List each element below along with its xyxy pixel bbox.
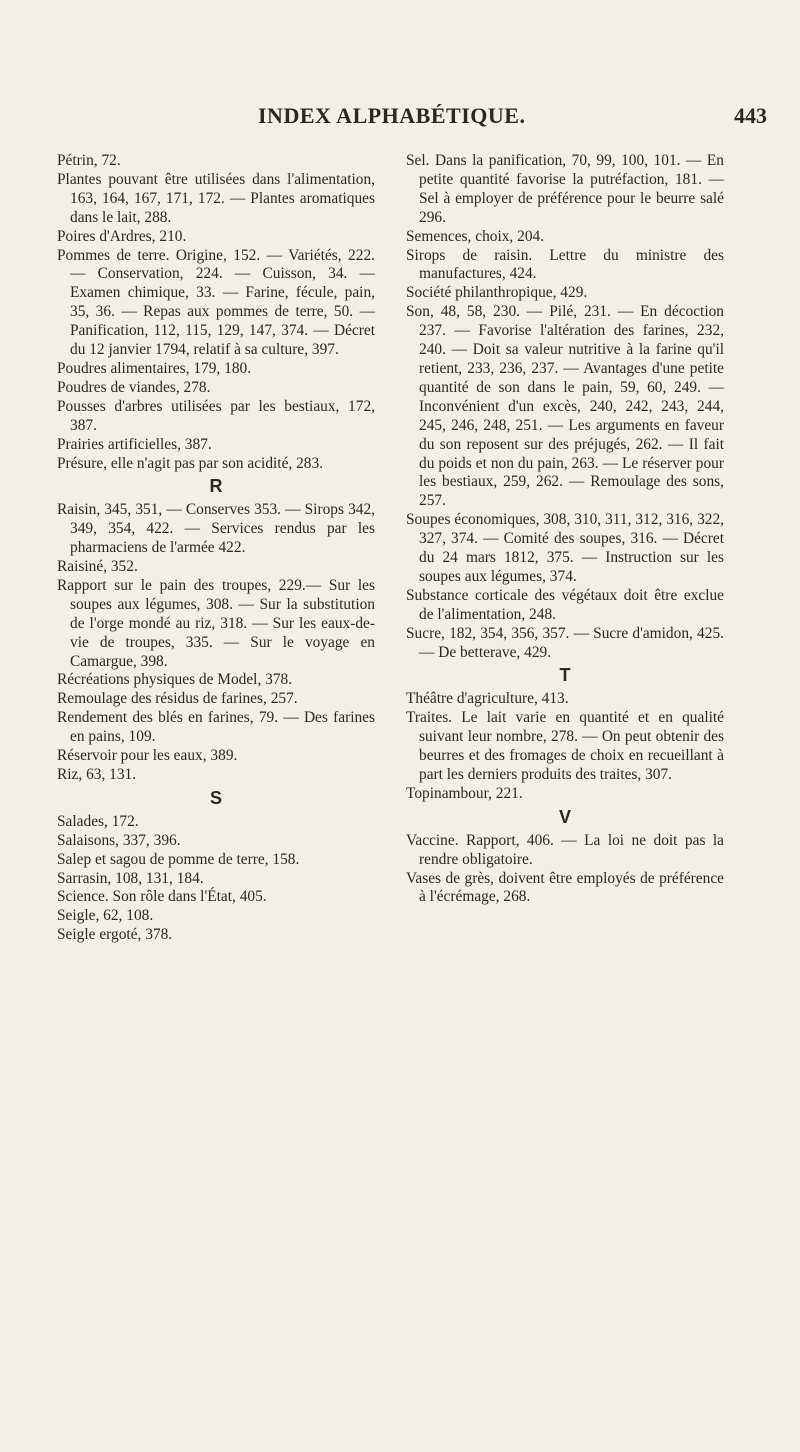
index-entry: Rendement des blés en farines, 79. — Des farines en pains, 109.	[57, 709, 375, 746]
index-column-left	[57, 152, 375, 945]
index-entry: Sarrasin, 108, 131, 184.	[57, 869, 204, 887]
index-entry: Soupes économiques, 308, 310, 311, 312, 316, 322, 327, 374. — Comité des soupes, 316. — Décret du 24 mars 1812, 375. — Instruction sur les soupes aux légumes, 374.	[406, 511, 724, 585]
index-entry: Présure, elle n'agit pas par son acidité, 283.	[57, 454, 324, 472]
index-entry: Salaisons, 337, 396.	[57, 831, 181, 849]
index-entry: Plantes pouvant être utilisées dans l'alimentation, 163, 164, 167, 171, 172. — Plantes aromatiques dans le lait, 288.	[57, 170, 375, 226]
index-entry: Rapport sur le pain des troupes, 229.— Sur les soupes aux légumes, 308. — Sur la substitution de l'orge mondé au riz, 318. — Sur les eaux-de-vie de troupes, 335. — Sur le voyage en Camargue, 398.	[57, 576, 375, 670]
index-entry: Récréations physiques de Model, 378.	[57, 671, 293, 689]
index-entry: Son, 48, 58, 230. — Pilé, 231. — En décoction 237. — Favorise l'altération des farines, 232, 240. — Doit sa valeur nutritive à la farine qu'il retient, 233, 236, 237. — Avantages d'une petite quantité de son dans le pain, 59, 60, 249. — Inconvénient d'un excès, 240, 242, 243, 244, 245, 246, 248, 251. — Les arguments en faveur du son reposent sur des préjugés, 262. — Il fait du poids et non du pain, 263. — Le réserver pour les bestiaux, 259, 262. — Remoulage des sons, 257.	[406, 303, 724, 510]
index-column-right	[406, 152, 724, 907]
index-entry: Seigle, 62, 108.	[57, 907, 154, 925]
index-entry: Poires d'Ardres, 210.	[57, 227, 187, 245]
page-number: 443	[734, 103, 767, 128]
index-entry: Poudres alimentaires, 179, 180.	[57, 359, 252, 377]
index-entry: Théâtre d'agriculture, 413.	[406, 690, 569, 708]
index-entry: Pousses d'arbres utilisées par les bestiaux, 172, 387.	[57, 397, 375, 434]
index-entry: Sucre, 182, 354, 356, 357. — Sucre d'amidon, 425. — De betterave, 429.	[406, 624, 724, 661]
index-entry: Pétrin, 72.	[57, 152, 121, 169]
index-entry: Salades, 172.	[57, 812, 139, 830]
index-entry: Traites. Le lait varie en quantité et en qualité suivant leur nombre, 278. — On peut obtenir des beurres et des fromages de choix en recueillant à part les derniers produits des traites, 307.	[406, 709, 724, 783]
section-letter: T	[559, 665, 571, 686]
index-entry: Vaccine. Rapport, 406. — La loi ne doit pas la rendre obligatoire.	[406, 831, 724, 868]
index-entry: Poudres de viandes, 278.	[57, 378, 211, 396]
index-entry: Seigle ergoté, 378.	[57, 926, 173, 944]
index-entry: Riz, 63, 131.	[57, 766, 137, 783]
index-entry: Remoulage des résidus de farines, 257.	[57, 690, 298, 708]
index-entry: Sel. Dans la panification, 70, 99, 100, 101. — En petite quantité favorise la putréfaction, 181. — Sel à employer de préférence pour le beurre salé 296.	[406, 152, 724, 226]
index-entry: Sirops de raisin. Lettre du ministre des manufactures, 424.	[406, 246, 724, 283]
page-header	[0, 103, 800, 133]
section-letter: V	[558, 806, 571, 827]
running-title: INDEX ALPHABÉTIQUE.	[258, 103, 526, 128]
index-entry: Raisiné, 352.	[57, 558, 138, 576]
index-entry: Prairies artificielles, 387.	[57, 435, 212, 453]
index-entry: Topinambour, 221.	[406, 784, 523, 802]
index-entry: Substance corticale des végétaux doit être exclue de l'alimentation, 248.	[406, 586, 724, 623]
index-entry: Semences, choix, 204.	[406, 227, 545, 245]
index-entry: Science. Son rôle dans l'État, 405.	[57, 888, 267, 906]
index-entry: Réservoir pour les eaux, 389.	[57, 747, 238, 765]
section-letter: R	[209, 476, 223, 497]
index-entry: Salep et sagou de pomme de terre, 158.	[57, 850, 300, 868]
index-entry: Pommes de terre. Origine, 152. — Variétés, 222. — Conservation, 224. — Cuisson, 34. — Examen chimique, 33. — Farine, fécule, pain, 35, 36. — Repas aux pommes de terre, 50. — Panification, 112, 115, 129, 147, 374. — Décret du 12 janvier 1794, relatif à sa culture, 397.	[57, 246, 375, 359]
index-entry: Raisin, 345, 351, — Conserves 353. — Sirops 342, 349, 354, 422. — Services rendus par les pharmaciens de l'armée 422.	[57, 501, 375, 557]
index-entry: Vases de grès, doivent être employés de préférence à l'écrémage, 268.	[406, 869, 724, 906]
index-entry: Société philanthropique, 429.	[406, 284, 588, 302]
section-letter: S	[209, 787, 222, 808]
